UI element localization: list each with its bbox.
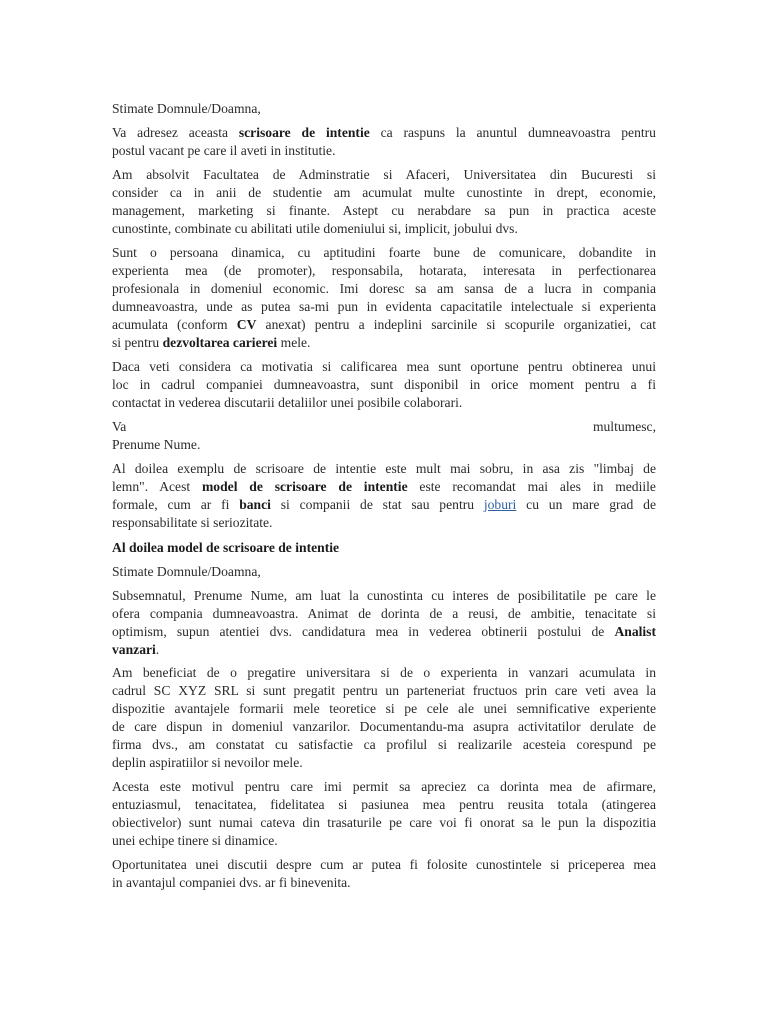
bold-phrase: vanzari bbox=[112, 642, 156, 657]
bold-phrase: scrisoare de intentie bbox=[238, 125, 370, 140]
bold-phrase: Analist bbox=[614, 624, 656, 639]
document-page: Stimate Domnule/Doamna, Va adresez aceasta scrisoare de intentie ca raspuns la anuntul dumneavoastra pentru postul vacant pe care il aveti in institutie. Am absolvit Facultatea de Adminstratie si Afaceri, Universitatea din Bucuresti si consider ca in anii de studentie am acumulat multe cunostinte in drept, economie, management, marketing si finante. Astept cu nerabdare sa pun in practica aceste cunostinte, combinate cu abilitati utile domeniului si, implicit, jobului dvs. Sunt o persoana dinamica, cu aptitudini foarte bune de comunicare, dobandite in experienta mea (de promoter), responsabila, hotarata, interesata in perfectionarea profesionala in domeniul economic. Imi doresc sa am sansa de a lucra in compania dumneavoastra, unde as putea sa-mi pun in evidenta capacitatile intelectuale si experienta acumulata (conform CV anexat) pentru a indeplini sarcinile si scopurile organizatiei, cat si pentru dezvoltarea carierei mele. Daca veti considera ca motivatia si calificarea mea sunt oportune pentru obtinerea unui loc in cadrul companiei dumneavoastra, sunt disponibil in orice moment pentru a fi contactat in vederea discutarii detaliilor unei posibile colaborari. Va multumesc, Prenume Nume. Al doilea exemplu de scrisoare de intentie este mult mai sobru, in asa zis "limbaj de lemn". Acest model de scrisoare de intentie este recomandat mai ales in mediile formale, cum ar fi banci si companii de stat sau pentru joburi cu un mare grad de responsabilitate si seriozitate. Al doilea model de scrisoare de intentie Stimate Domnule/Doamna, Subsemnatul, Prenume Nume, am luat la cunostinta cu interes de posibilitatile pe care le ofera compania dumneavoastra. Animat de dorinta de a reusi, de ambitie, tenacitate si optimism, supun atentiei dvs. candidatura mea in vederea obtinerii postului de Analist vanzari. Am beneficiat de o pregatire universitara si de o experienta in vanzari acumulata in cadrul SC XYZ SRL si sunt pregatit pentru un parteneriat fructuos prin care veti avea la dispozitie avantajele formarii mele teoretice si pe cele ale unei semnificative experiente de care dispun in domeniul vanzarilor. Documentandu-ma asupra activitatilor derulate de firma dvs., am constatat cu satisfactie ca profilul si realizarile acesteia corespund pe deplin aspiratiilor si nevoilor mele. Acesta este motivul pentru care imi permit sa apreciez ca dorinta mea de afirmare, entuziasmul, tenacitatea, fidelitatea si pasiunea mea pentru reusita totala (atingerea obiectivelor) sunt numai cateva din trasaturile pe care voi fi onorat sa le pun la dispozitia unei echipe tinere si dinamice. Oportunitatea unei discutii despre cum ar putea fi folosite cunostintele si priceperea mea in avantajul companiei dvs. ar fi binevenita. bbox=[112, 101, 656, 890]
salutation: Stimate Domnule/Doamna, bbox=[112, 564, 261, 579]
salutation: Stimate Domnule/Doamna, bbox=[112, 101, 261, 116]
bold-phrase: dezvoltarea carierei bbox=[162, 335, 278, 350]
section-heading: Al doilea model de scrisoare de intentie bbox=[112, 540, 340, 555]
bold-phrase: model de scrisoare de intentie bbox=[201, 479, 408, 494]
signature: Prenume Nume. bbox=[112, 437, 201, 452]
bold-phrase: banci bbox=[239, 497, 271, 512]
jobs-link[interactable]: joburi bbox=[483, 497, 517, 512]
bold-phrase: CV bbox=[236, 317, 257, 332]
